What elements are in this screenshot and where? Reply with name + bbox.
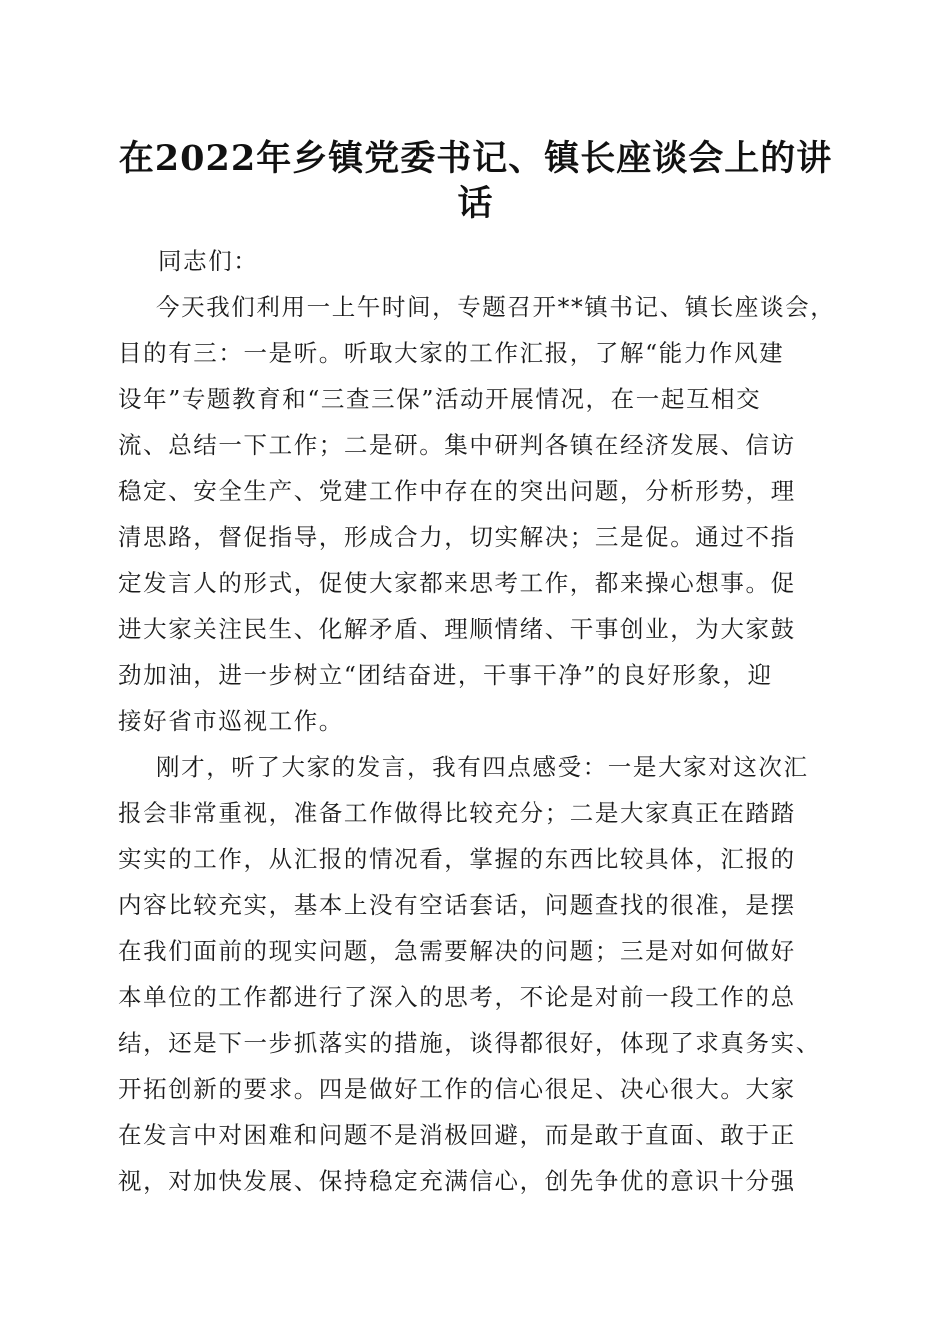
- paragraph-line: 劲加油，进一步树立“团结奋进，干事干净”的良好形象，迎: [118, 661, 773, 689]
- paragraph-line: 进大家关注民生、化解矛盾、理顺情绪、干事创业，为大家鼓: [118, 615, 796, 643]
- paragraph-line: 开拓创新的要求。四是做好工作的信心很足、决心很大。大家: [118, 1075, 796, 1103]
- paragraph-line: 在我们面前的现实问题，急需要解决的问题；三是对如何做好: [118, 937, 796, 965]
- paragraph-line: 接好省市巡视工作。: [118, 707, 344, 735]
- paragraph-line: 实实的工作，从汇报的情况看，掌握的东西比较具体，汇报的: [118, 845, 796, 873]
- paragraph-line: 目的有三：一是听。听取大家的工作汇报，了解“能力作风建: [118, 339, 785, 367]
- paragraph-line: 报会非常重视，准备工作做得比较充分；二是大家真正在踏踏: [118, 799, 796, 827]
- salutation: 同志们：: [158, 247, 259, 275]
- paragraph-line: 清思路，督促指导，形成合力，切实解决；三是促。通过不指: [118, 523, 796, 551]
- paragraph-line: 设年”专题教育和“三查三保”活动开展情况，在一起互相交: [118, 385, 762, 413]
- paragraph-line: 今天我们利用一上午时间，专题召开**镇书记、镇长座谈会，: [156, 293, 836, 321]
- document-body: [118, 238, 836, 1204]
- paragraph-1: [118, 284, 836, 744]
- paragraph-line: 在发言中对困难和问题不是消极回避，而是敢于直面、敢于正: [118, 1121, 796, 1149]
- paragraph-line: 稳定、安全生产、党建工作中存在的突出问题，分析形势，理: [118, 477, 796, 505]
- title-line-1: 在2022年乡镇党委书记、镇长座谈会上的讲: [118, 138, 833, 179]
- paragraph-line: 视，对加快发展、保持稳定充满信心，创先争优的意识十分强: [118, 1167, 796, 1195]
- title-line-2: 话: [457, 183, 494, 224]
- paragraph-line: 刚才，听了大家的发言，我有四点感受：一是大家对这次汇: [156, 753, 809, 781]
- paragraph-line: 流、总结一下工作；二是研。集中研判各镇在经济发展、信访: [118, 431, 796, 459]
- paragraph-line: 结，还是下一步抓落实的措施，谈得都很好，体现了求真务实、: [118, 1029, 821, 1057]
- paragraph-2: [118, 744, 833, 1204]
- document-page: [118, 136, 836, 1204]
- paragraph-line: 本单位的工作都进行了深入的思考，不论是对前一段工作的总: [118, 983, 796, 1011]
- paragraph-line: 内容比较充实，基本上没有空话套话，问题查找的很准，是摆: [118, 891, 796, 919]
- paragraph-line: 定发言人的形式，促使大家都来思考工作，都来操心想事。促: [118, 569, 796, 597]
- document-title: [118, 136, 833, 226]
